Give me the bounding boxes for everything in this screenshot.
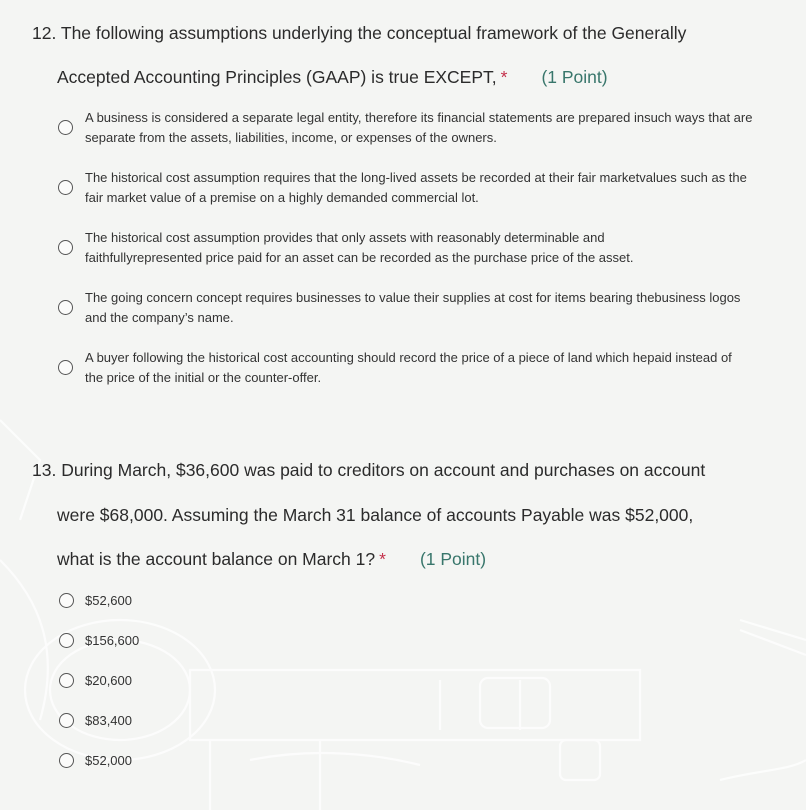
radio-button[interactable] [58,240,73,255]
question-12-title-line2 [57,67,608,88]
radio-button[interactable] [59,753,74,768]
option-label[interactable]: $83,400 [85,713,132,728]
option-label[interactable]: $156,600 [85,633,140,648]
option-label[interactable]: The going concern concept requires businesses to value their supplies at cost for items bearing thebusiness logos and the company’s name. [85,290,741,325]
option-label[interactable]: $52,000 [85,753,132,768]
question-text: were $68,000. Assuming the March 31 balance of accounts Payable was $52,000, [57,505,694,525]
option-label[interactable]: The historical cost assumption provides that only assets with reasonably determinable and faithfullyrepresented price paid for an asset can be recorded as the purchase price of the asset. [85,230,634,265]
question-number: 13. [32,460,57,480]
question-text: The following assumptions underlying the conceptual framework of the Generally [60,23,687,43]
question-13-title-line2 [57,505,693,526]
option-label[interactable]: The historical cost assumption requires that the long-lived assets be recorded at their fair marketvalues such as the fair market value of a premise on a highly demanded commercial lot. [85,170,747,205]
option-label[interactable]: A business is considered a separate legal entity, therefore its financial statements are prepared insuch ways that are separate from the assets, liabilities, income, or expenses of the owners. [85,110,753,145]
required-mark: * [500,67,508,87]
points-label: (1 Point) [419,549,487,569]
question-13-title-line1 [32,460,705,481]
required-mark: * [379,549,386,569]
question-text: During March, $36,600 was paid to creditors on account and purchases on account [61,460,706,480]
question-number: 12. [32,23,57,43]
radio-button[interactable] [59,673,74,688]
points-label: (1 Point) [541,67,608,87]
question-13-title-line3 [57,549,486,570]
option-label[interactable]: $20,600 [85,673,132,688]
radio-button[interactable] [58,360,73,375]
question-12-title-line1 [32,23,686,44]
radio-button[interactable] [59,593,74,608]
option-label[interactable]: A buyer following the historical cost accounting should record the price of a piece of land which hepaid instead of the price of the initial or the counter-offer. [85,350,732,385]
question-text: what is the account balance on March 1? [57,549,376,569]
question-text: Accepted Accounting Principles (GAAP) is true EXCEPT, [57,67,497,87]
radio-button[interactable] [59,633,74,648]
radio-button[interactable] [58,300,73,315]
option-label[interactable]: $52,600 [85,593,132,608]
radio-button[interactable] [58,180,73,195]
radio-button[interactable] [59,713,74,728]
radio-button[interactable] [58,120,73,135]
